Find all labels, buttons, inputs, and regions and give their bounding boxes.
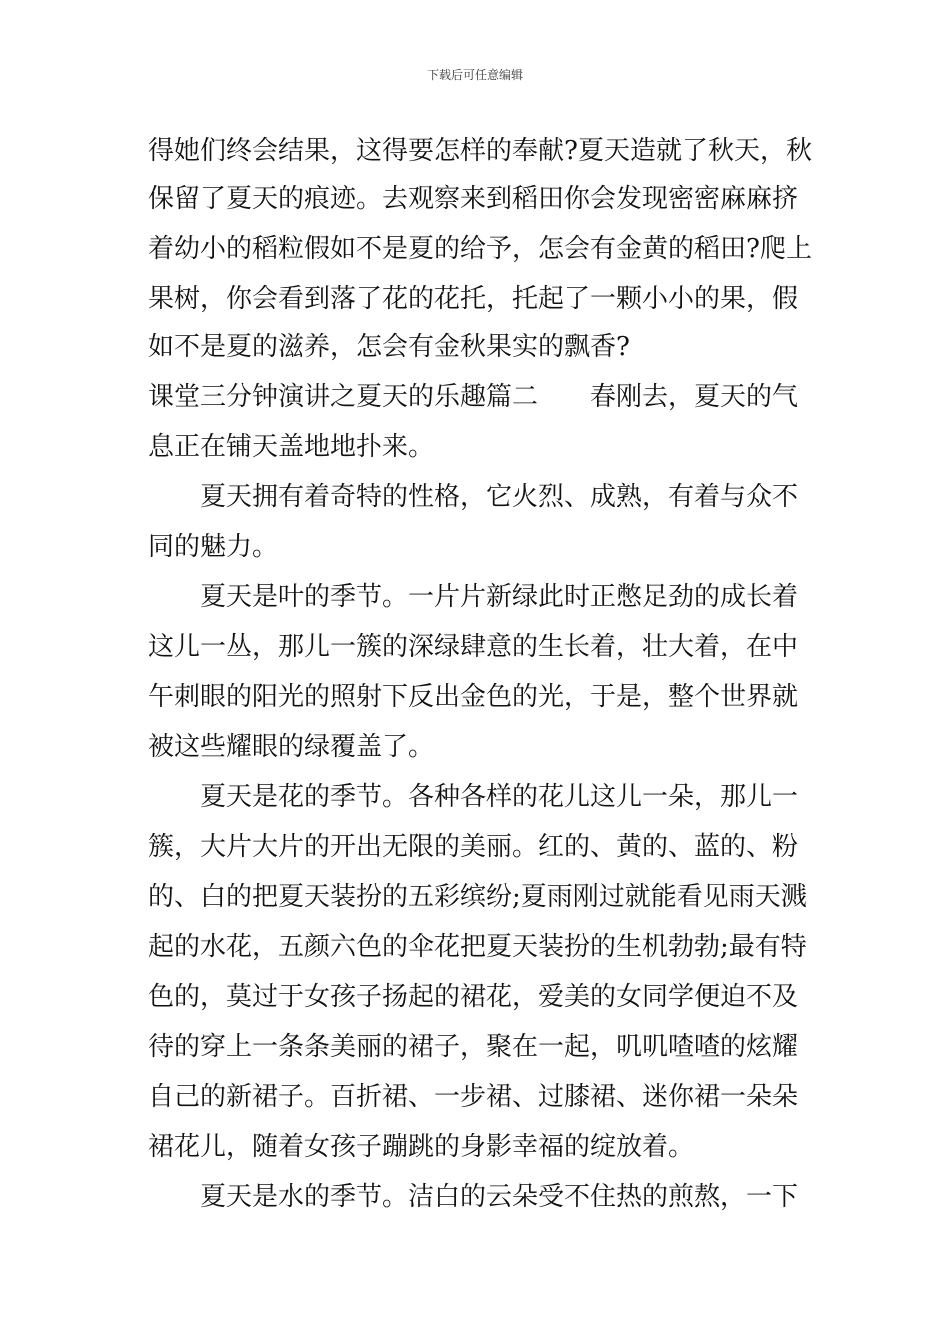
text-line: 裙花儿，随着女孩子蹦跳的身影幸福的绽放着。 (148, 1132, 695, 1162)
text-line: 色的，莫过于女孩子扬起的裙花，爱美的女同学便迫不及 (148, 982, 799, 1012)
text-line: 簇，大片大片的开出无限的美丽。红的、黄的、蓝的、粉 (148, 832, 799, 862)
text-line: 同的魅力。 (148, 532, 279, 562)
text-line: 保留了夏天的痕迹。去观察来到稻田你会发现密密麻麻挤 (148, 184, 799, 214)
text-line: 夏天是水的季节。洁白的云朵受不住热的煎熬，一下 (148, 1182, 799, 1212)
text-line: 午刺眼的阳光的照射下反出金色的光，于是，整个世界就 (148, 682, 799, 712)
text-line: 起的水花，五颜六色的伞花把夏天装扮的生机勃勃;最有特 (148, 932, 807, 962)
text-line: 夏天是花的季节。各种各样的花儿这儿一朵，那儿一 (148, 782, 799, 812)
text-line: 夏天拥有着奇特的性格，它火烈、成熟，有着与众不 (148, 482, 799, 512)
text-line: 这儿一丛，那儿一簇的深绿肆意的生长着，壮大着，在中 (148, 632, 799, 662)
text-line: 息正在铺天盖地地扑来。 (148, 432, 435, 462)
section-heading-line: 课堂三分钟演讲之夏天的乐趣篇二 春刚去，夏天的气 (148, 382, 799, 412)
text-line: 得她们终会结果，这得要怎样的奉献?夏天造就了秋天，秋 (148, 136, 812, 166)
text-line: 夏天是叶的季节。一片片新绿此时正憋足劲的成长着 (148, 582, 799, 612)
text-line: 被这些耀眼的绿覆盖了。 (148, 732, 435, 762)
text-line: 的、白的把夏天装扮的五彩缤纷;夏雨刚过就能看见雨天溅 (148, 882, 807, 912)
text-line: 如不是夏的滋养，怎会有金秋果实的飘香? (148, 332, 630, 362)
page-header: 下载后可任意编辑 (426, 68, 523, 82)
text-line: 自己的新裙子。百折裙、一步裙、过膝裙、迷你裙一朵朵 (148, 1082, 799, 1112)
text-line: 着幼小的稻粒假如不是夏的给予，怎会有金黄的稻田?爬上 (148, 234, 812, 264)
text-line: 待的穿上一条条美丽的裙子，聚在一起，叽叽喳喳的炫耀 (148, 1032, 799, 1062)
text-line: 果树，你会看到落了花的花托，托起了一颗小小的果，假 (148, 284, 799, 314)
